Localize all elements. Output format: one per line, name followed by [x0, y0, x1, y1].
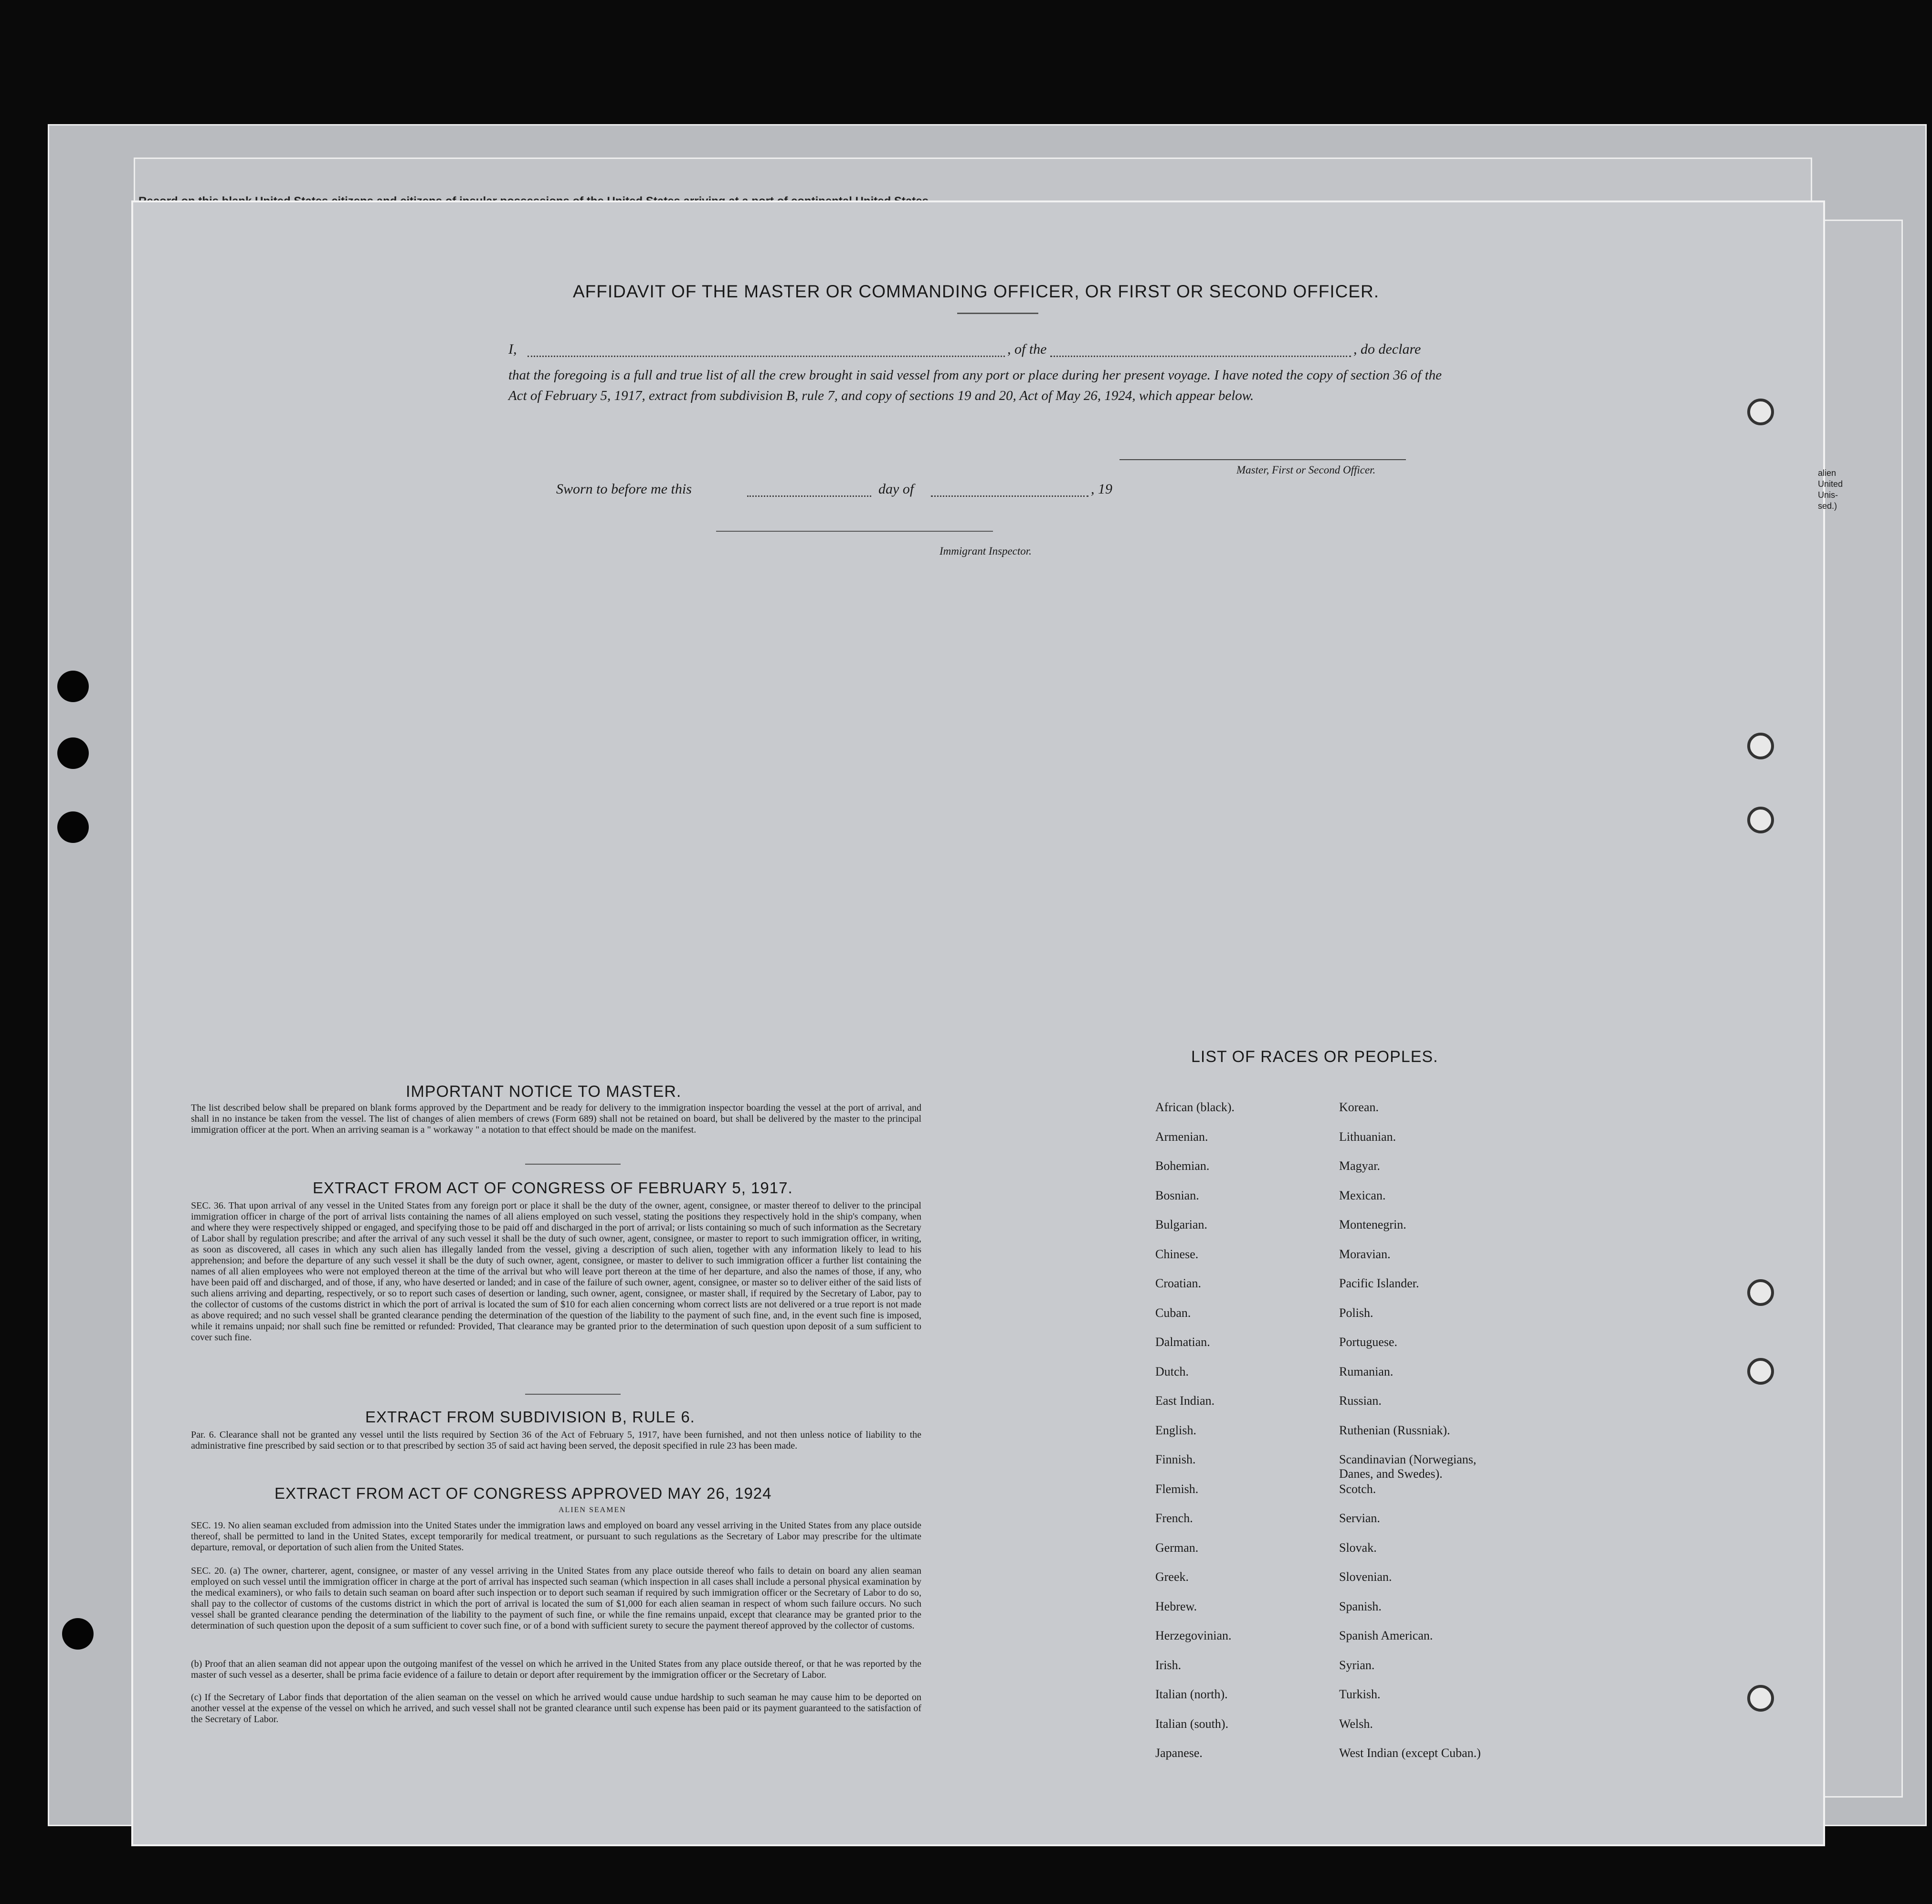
- race-item: Irish.: [1155, 1658, 1182, 1672]
- punch-hole: [57, 671, 89, 702]
- affidavit-body: that the foregoing is a full and true list of all the crew brought in said vessel from any port or place during her present voyage. I have noted the copy of section 36 of the Act of February 5, 1917, extract from subdivision B, rule 7, and copy of sections 19 and 20, Act of May 26, 1924, which appear below.: [508, 368, 1442, 403]
- race-item: Dalmatian.: [1155, 1335, 1210, 1349]
- extract-1917-body: SEC. 36. That upon arrival of any vessel in the United States from any foreign port or place it shall be the duty of the owner, agent, consignee, or master thereof to deliver to the principal immigration officer in charge of the port of arrival lists containing the names of all aliens employed on such vessel, stating the positions they respectively hold in the ship's company, when and where they were respectively shipped or engaged, and specifying those to be paid off and discharged in the port of arrival; or lists containing so much of such information as the Secretary of Labor shall by regulation prescribe; and after the arrival of any such vessel it shall be the duty of such owner, agent, consignee, or master to report to such immigration officer, in writing, as soon as discovered, all cases in which any such alien has illegally landed from the vessel, giving a description of such alien, together with any information likely to lead to his apprehension; and before the departure of any such vessel it shall be the duty of such owner, agent, consignee, or master to deliver to such immigration officer a further list containing the names of all alien employees who were not employed thereon at the time of the arrival but who will leave port thereon at the time of her departure, and also the names of those, if any, who have been paid off and discharged, and of those, if any, who have deserted or landed; and in case of the failure of such owner, agent, consignee, or master so to deliver either of the said lists of such aliens arriving and departing, respectively, or so to report such cases of desertion or landing, such owner, agent, consignee, or master shall, if required by the Secretary of Labor, pay to the collector of customs of the customs district in which the port of arrival is located the sum of $10 for each alien concerning whom correct lists are not delivered or a true report is not made as above required; and no such vessel shall be granted clearance pending the determination of the question of the liability to the payment of such fine, and, in the event such fine is imposed, while it remains unpaid; nor shall such fine be remitted or refunded: Provided, That clearance may be granted prior to the determination of such question upon deposit of a sum sufficient to cover such fine.: [191, 1200, 921, 1343]
- divider: [525, 1164, 621, 1165]
- punch-hole: [1747, 399, 1774, 425]
- race-item: French.: [1155, 1511, 1193, 1525]
- divider: [957, 313, 1038, 314]
- race-item: Spanish American.: [1339, 1629, 1433, 1642]
- notice-body: The list described below shall be prepared on blank forms approved by the Department and be ready for delivery to the immigration inspector boarding the vessel at the port of arrival, and shall in no instance be taken from the vessel. The list of changes of alien members of crews (Form 689) shall not be retained on board, but shall be delivered by the master to the principal immigration officer at the port. When an arriving seaman is a " workaway " a notation to that effect should be made on the manifest.: [191, 1103, 921, 1135]
- master-signature-line: [1119, 459, 1406, 460]
- race-item: English.: [1155, 1423, 1196, 1437]
- race-item: Italian (south).: [1155, 1716, 1229, 1731]
- punch-hole: [1747, 1358, 1774, 1385]
- race-item: Bulgarian.: [1155, 1218, 1208, 1231]
- race-item: Turkish.: [1339, 1687, 1381, 1701]
- sec-19-body: SEC. 19. No alien seaman excluded from admission into the United States under the immigration laws and employed on board any vessel arriving in the United States from any place outside thereof, shall be permitted to land in the United States, except temporarily for medical treatment, or pursuant to such regulations as the Secretary of Labor may prescribe for the ultimate departure, removal, or deportation of such alien from the United States.: [191, 1520, 921, 1553]
- rule-6-body: Par. 6. Clearance shall not be granted any vessel until the lists required by Section 36 of the Act of February 5, 1917, have been furnished, and not then unless notice of liability to the administrative fine prescribed by said section or to that prescribed by section 35 of said act having been served, the deposit specified in rule 23 has been made.: [191, 1430, 921, 1451]
- year-label: , 19: [1091, 481, 1112, 497]
- race-item: Scotch.: [1339, 1482, 1376, 1496]
- punch-hole: [62, 1618, 94, 1650]
- race-item: Magyar.: [1339, 1159, 1380, 1173]
- affidavit-i-label: I,: [508, 341, 517, 357]
- race-item: Moravian.: [1339, 1247, 1391, 1261]
- day-blank: [747, 495, 871, 497]
- sworn-label: Sworn to before me this: [556, 481, 692, 497]
- punch-hole: [1747, 807, 1774, 833]
- extract-1924-title: EXTRACT FROM ACT OF CONGRESS APPROVED MAY 26, 1924: [274, 1484, 772, 1502]
- race-item: Welsh.: [1339, 1716, 1373, 1731]
- race-item: Greek.: [1155, 1570, 1189, 1584]
- race-item: Polish.: [1339, 1305, 1373, 1320]
- punch-hole: [57, 737, 89, 769]
- race-item: Bohemian.: [1155, 1159, 1210, 1173]
- race-item: Cuban.: [1155, 1305, 1191, 1320]
- races-title: LIST OF RACES OR PEOPLES.: [1191, 1048, 1438, 1066]
- punch-hole: [1747, 1279, 1774, 1306]
- sec-20c-body: (c) If the Secretary of Labor finds that deportation of the alien seaman on the vessel on which he arrived would cause undue hardship to such seaman he may cause him to be deported on another vessel at the expense of the vessel on which he arrived, and such vessel shall not be granted clearance until such expense has been paid or its payment guaranteed to the satisfaction of the Secretary of Labor.: [191, 1692, 921, 1725]
- race-item: Spanish.: [1339, 1599, 1382, 1613]
- race-item: Bosnian.: [1155, 1188, 1199, 1202]
- race-item: Russian.: [1339, 1394, 1382, 1408]
- race-item: Servian.: [1339, 1511, 1380, 1525]
- affidavit-of-the-label: , of the: [1007, 341, 1047, 357]
- name-blank: [528, 356, 1005, 357]
- inspector-signature-line: [716, 531, 993, 532]
- race-item: German.: [1155, 1540, 1199, 1555]
- race-item: African (black).: [1155, 1100, 1235, 1114]
- race-item: Finnish.: [1155, 1452, 1196, 1466]
- race-item: Hebrew.: [1155, 1599, 1197, 1613]
- extract-1917-title: EXTRACT FROM ACT OF CONGRESS OF FEBRUARY 5, 1917.: [313, 1179, 793, 1197]
- race-item: Montenegrin.: [1339, 1218, 1406, 1231]
- race-item: Scandinavian (Norwegians, Danes, and Swedes).: [1339, 1452, 1477, 1481]
- race-item: Slovenian.: [1339, 1570, 1392, 1584]
- divider: [525, 1394, 621, 1395]
- race-item: Croatian.: [1155, 1276, 1202, 1290]
- race-item: Italian (north).: [1155, 1687, 1228, 1701]
- race-item: Herzegovinian.: [1155, 1629, 1232, 1642]
- race-item: Rumanian.: [1339, 1364, 1394, 1378]
- rule-6-title: EXTRACT FROM SUBDIVISION B, RULE 6.: [365, 1408, 695, 1426]
- race-item: Slovak.: [1339, 1540, 1377, 1555]
- race-item: Japanese.: [1155, 1746, 1203, 1760]
- punch-hole: [1747, 1685, 1774, 1712]
- race-item: Flemish.: [1155, 1482, 1199, 1496]
- day-of-label: day of: [878, 481, 914, 497]
- race-item: Chinese.: [1155, 1247, 1199, 1261]
- vessel-blank: [1050, 356, 1351, 357]
- extract-1924-subtitle: ALIEN SEAMEN: [559, 1506, 626, 1514]
- race-item: Ruthenian (Russniak).: [1339, 1423, 1450, 1437]
- inspector-caption: Immigrant Inspector.: [940, 545, 1032, 557]
- affidavit-declare-label: , do declare: [1353, 341, 1421, 357]
- sec-20a-body: SEC. 20. (a) The owner, charterer, agent, consignee, or master of any vessel arriving in the United States from any place outside thereof who fails to detain on board any alien seaman employed on such vessel until the immigration officer in charge at the port of arrival has inspected such seaman (which inspection in all cases shall include a personal physical examination by the medical examiners), or who fails to detain such seaman on board after such inspection or to deport such seaman if required by such immigration officer or the Secretary of Labor to do so, shall pay to the collector of customs of the customs district in which the port of arrival is located the sum of $1,000 for each alien seaman in respect of whom such failure occurs. No such vessel shall be granted clearance pending the determination of the liability to the payment of such fine, or while the fine remains unpaid, except that clearance may be granted prior to the determination of such question upon the deposit of a sum sufficient to cover such fine, or of a bond with sufficient surety to secure the payment thereof approved by the collector of customs.: [191, 1566, 921, 1631]
- race-item: Armenian.: [1155, 1129, 1208, 1144]
- race-item: East Indian.: [1155, 1394, 1215, 1408]
- notice-title: IMPORTANT NOTICE TO MASTER.: [406, 1083, 682, 1101]
- race-item: West Indian (except Cuban.): [1339, 1746, 1481, 1760]
- month-blank: [931, 495, 1088, 497]
- affidavit-title: AFFIDAVIT OF THE MASTER OR COMMANDING OFFICER, OR FIRST OR SECOND OFFICER.: [573, 282, 1380, 301]
- race-item: Portuguese.: [1339, 1335, 1398, 1349]
- race-item: Lithuanian.: [1339, 1129, 1396, 1144]
- race-item: Pacific Islander.: [1339, 1276, 1419, 1290]
- race-item: Mexican.: [1339, 1188, 1386, 1202]
- race-item: Syrian.: [1339, 1658, 1375, 1672]
- race-item: Korean.: [1339, 1100, 1379, 1114]
- punch-hole: [1747, 733, 1774, 759]
- race-item: Dutch.: [1155, 1364, 1189, 1378]
- margin-note: alien United Unis- sed.): [1818, 468, 1843, 511]
- sec-20b-body: (b) Proof that an alien seaman did not appear upon the outgoing manifest of the vessel on which he arrived in the United States from any place outside thereof, or that he was reported by the master of such vessel as a deserter, shall be prima facie evidence of a failure to detain or deport after requirement by the immigration officer or the Secretary of Labor.: [191, 1659, 921, 1680]
- punch-hole: [57, 811, 89, 843]
- master-caption: Master, First or Second Officer.: [1236, 464, 1376, 476]
